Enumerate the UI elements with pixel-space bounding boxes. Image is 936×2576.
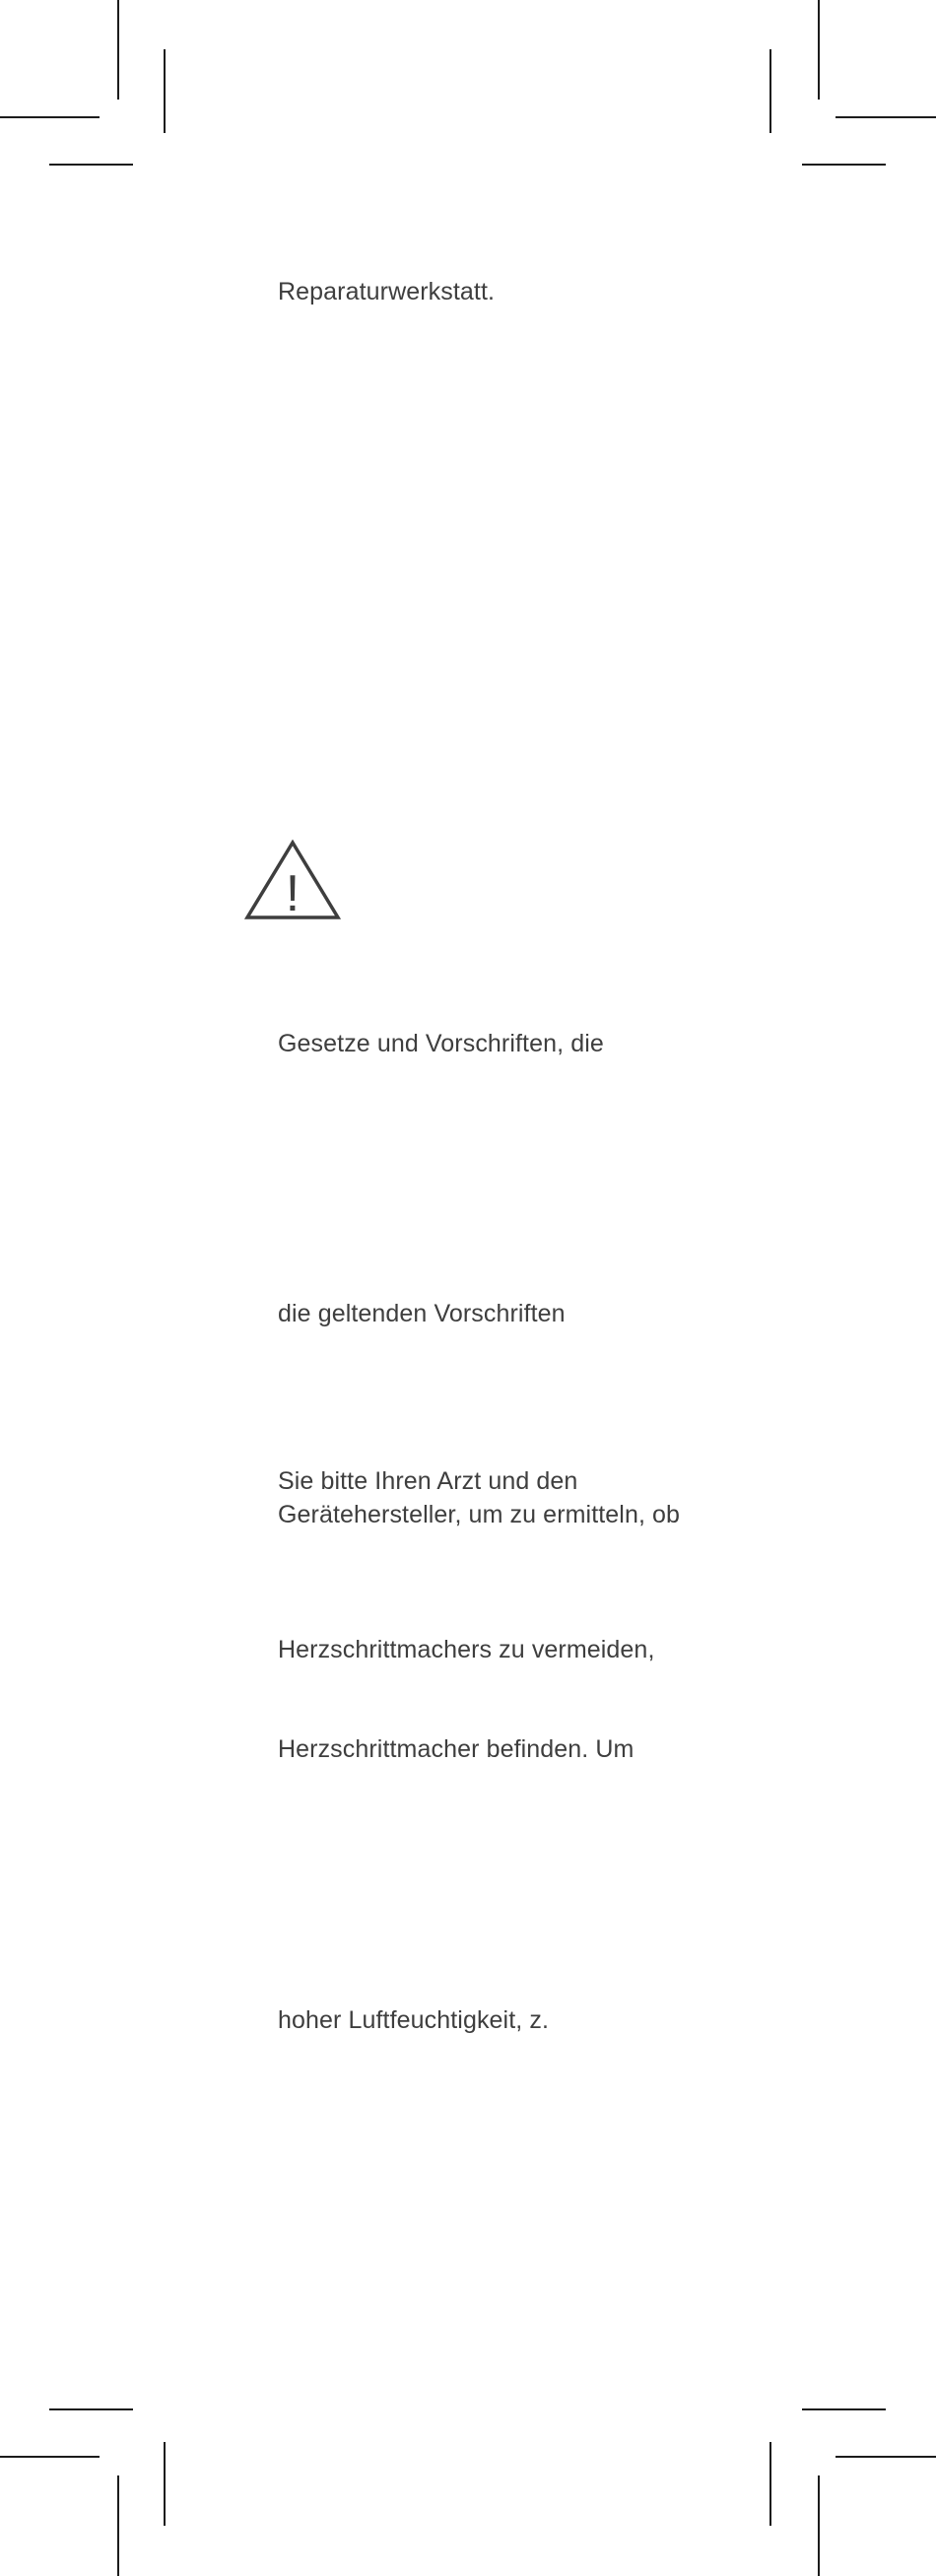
- text-reparaturwerkstatt: Reparaturwerkstatt.: [278, 278, 496, 305]
- crop-mark-bottom-left-vertical-outer: [117, 2475, 119, 2576]
- crop-mark-bottom-left-horizontal-outer: [0, 2456, 100, 2458]
- crop-mark-top-right-horizontal-outer: [836, 116, 936, 118]
- text-geraetehersteller: Gerätehersteller, um zu ermitteln, ob: [278, 1501, 681, 1528]
- crop-mark-top-left-vertical-outer: [117, 0, 119, 100]
- crop-mark-bottom-left-horizontal-inner: [49, 2408, 133, 2410]
- crop-mark-top-left-horizontal-outer: [0, 116, 100, 118]
- crop-mark-top-right-horizontal-inner: [802, 164, 886, 166]
- crop-mark-bottom-right-vertical-inner: [769, 2442, 771, 2526]
- crop-mark-bottom-right-horizontal-inner: [802, 2408, 886, 2410]
- crop-mark-bottom-right-horizontal-outer: [836, 2456, 936, 2458]
- text-luftfeuchtigkeit: hoher Luftfeuchtigkeit, z.: [278, 2006, 549, 2034]
- crop-mark-top-right-vertical-outer: [818, 0, 820, 100]
- text-arzt: Sie bitte Ihren Arzt und den: [278, 1467, 578, 1495]
- text-gesetze-vorschriften: Gesetze und Vorschriften, die: [278, 1030, 604, 1057]
- crop-mark-top-left-horizontal-inner: [49, 164, 133, 166]
- text-herzschrittmacher-befinden: Herzschrittmacher befinden. Um: [278, 1735, 635, 1763]
- warning-exclamation: !: [285, 865, 301, 920]
- crop-mark-top-right-vertical-inner: [769, 49, 771, 133]
- crop-mark-top-left-vertical-inner: [164, 49, 166, 133]
- warning-triangle-icon: [244, 840, 341, 920]
- text-herzschrittmachers: Herzschrittmachers zu vermeiden,: [278, 1636, 655, 1663]
- crop-mark-bottom-left-vertical-inner: [164, 2442, 166, 2526]
- crop-mark-bottom-right-vertical-outer: [818, 2475, 820, 2576]
- text-geltenden-vorschriften: die geltenden Vorschriften: [278, 1300, 566, 1327]
